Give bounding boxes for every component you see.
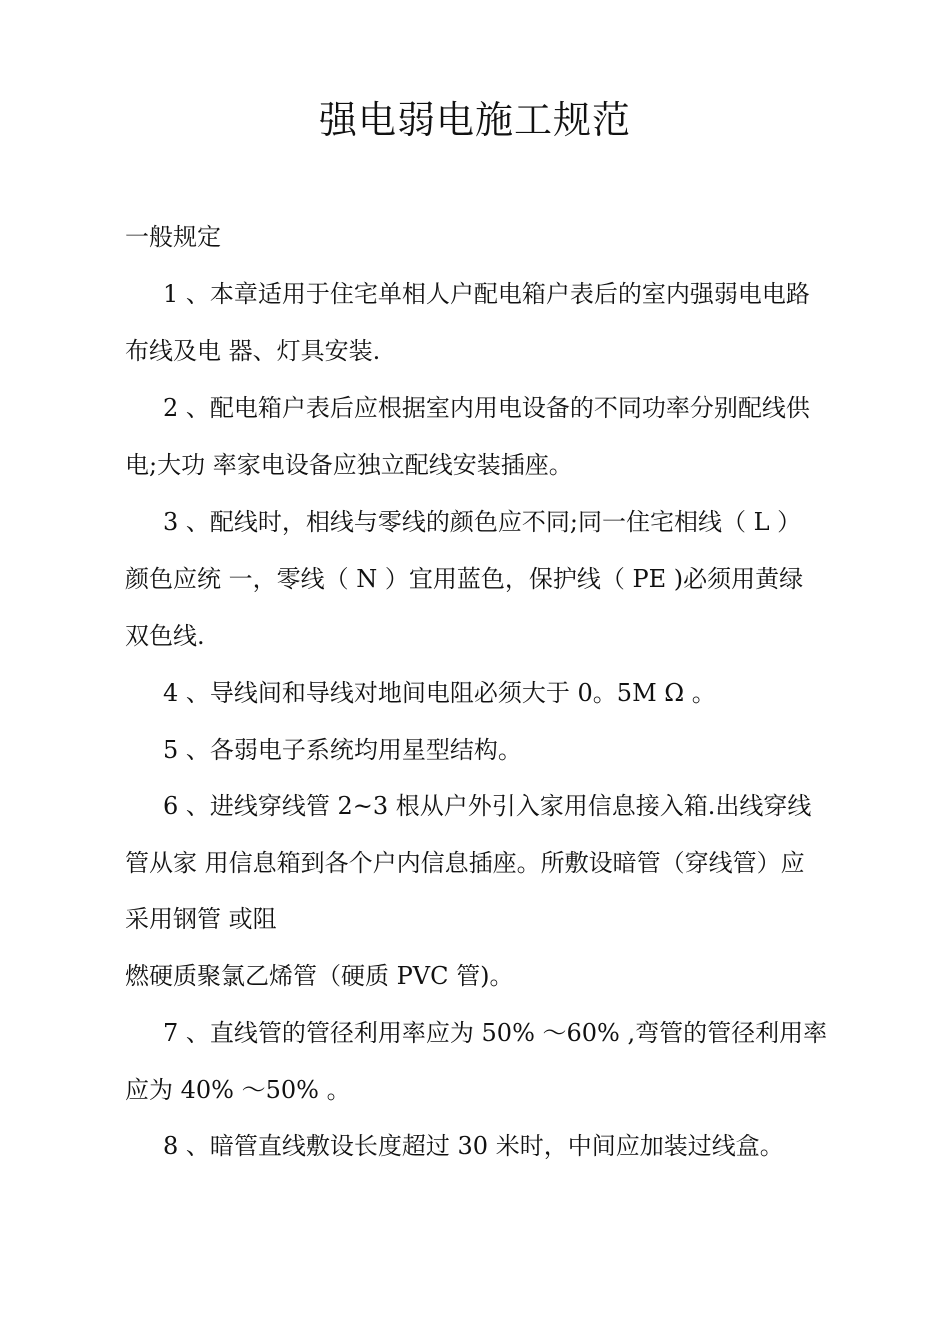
paragraph-line: 双色线.: [125, 622, 205, 650]
page-title: 强电弱电施工规范: [318, 98, 631, 142]
paragraph-line: 4 、导线间和导线对地间电阻必须大于 0。5M Ω 。: [163, 679, 716, 707]
paragraph-line: 3 、配线时，相线与零线的颜色应不同;同一住宅相线（ L ）: [163, 508, 802, 536]
paragraph-line: 8 、暗管直线敷设长度超过 30 米时，中间应加装过线盒。: [163, 1132, 784, 1160]
paragraph-line: 采用钢管 或阻: [125, 905, 277, 933]
paragraph-line: 2 、配电箱户表后应根据室内用电设备的不同功率分别配线供: [163, 394, 810, 422]
section-heading: 一般规定: [125, 223, 221, 251]
paragraph-line: 1 、本章适用于住宅单相人户配电箱户表后的室内强弱电电路: [163, 280, 810, 308]
paragraph-line: 燃硬质聚氯乙烯管（硬质 PVC 管)。: [125, 962, 514, 990]
paragraph-line: 布线及电 器、灯具安装.: [125, 337, 381, 365]
paragraph-line: 应为 40% ～50% 。: [125, 1076, 351, 1104]
paragraph-line: 电;大功 率家电设备应独立配线安装插座。: [125, 451, 573, 479]
paragraph-line: 5 、各弱电子系统均用星型结构。: [163, 736, 522, 764]
paragraph-line: 7 、直线管的管径利用率应为 50% ～60% ,弯管的管径利用率: [163, 1019, 828, 1047]
paragraph-line: 颜色应统 一，零线（ N ）宜用蓝色，保护线（ PE )必须用黄绿: [125, 565, 804, 593]
paragraph-line: 6 、进线穿线管 2~3 根从户外引入家用信息接入箱.出线穿线: [163, 792, 812, 820]
paragraph-line: 管从家 用信息箱到各个户内信息插座。所敷设暗管（穿线管）应: [125, 849, 805, 877]
